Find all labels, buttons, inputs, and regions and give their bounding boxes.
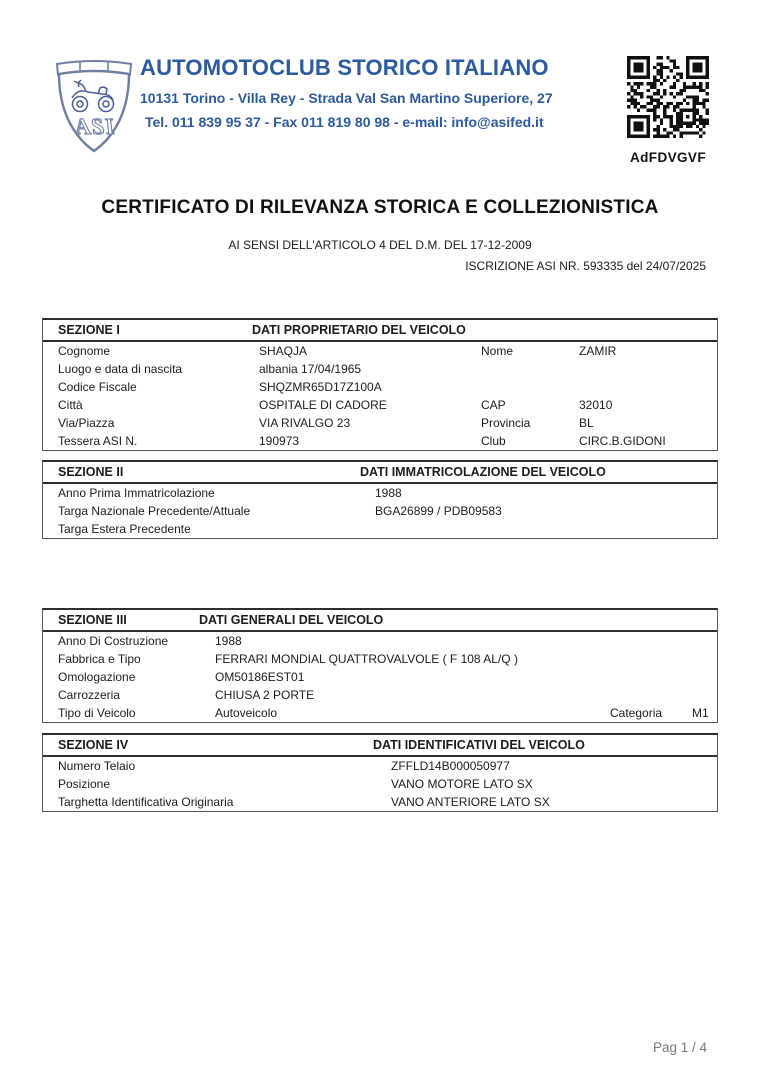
table-row (43, 632, 717, 650)
qr-code-label: AdFDVGVF (630, 150, 706, 165)
field-label: Città (58, 398, 83, 412)
section-label: SEZIONE III (58, 613, 127, 627)
field-value: FERRARI MONDIAL QUATTROVALVOLE ( F 108 AL/Q ) (215, 652, 518, 666)
field-label: Via/Piazza (58, 416, 115, 430)
field-value: M1 (692, 706, 709, 720)
field-label: CAP (481, 398, 506, 412)
table-row (43, 686, 717, 704)
table-row (43, 342, 717, 360)
document-title: CERTIFICATO DI RILEVANZA STORICA E COLLEZIONISTICA (101, 197, 659, 218)
letterhead-org-block (140, 55, 610, 130)
field-value: BL (579, 416, 594, 430)
field-value: SHAQJA (259, 344, 308, 358)
field-value: ZAMIR (579, 344, 617, 358)
section-title: DATI IDENTIFICATIVI DEL VEICOLO (373, 738, 585, 752)
field-label: Targa Estera Precedente (58, 522, 191, 536)
field-label: Targhetta Identificativa Originaria (58, 795, 234, 809)
field-label: Codice Fiscale (58, 380, 137, 394)
field-value: OSPITALE DI CADORE (259, 398, 387, 412)
field-value: OM50186EST01 (215, 670, 305, 684)
field-label: Numero Telaio (58, 759, 136, 773)
field-label: Tessera ASI N. (58, 434, 138, 448)
field-label: Tipo di Veicolo (58, 706, 136, 720)
table-row (43, 520, 717, 538)
table-row (43, 757, 717, 775)
section-title: DATI IMMATRICOLAZIONE DEL VEICOLO (360, 465, 606, 479)
org-address: 10131 Torino - Villa Rey - Strada Val San Martino Superiore, 27 (140, 90, 553, 106)
table-row (43, 704, 717, 722)
section-i-table (42, 318, 718, 451)
field-value: SHQZMR65D17Z100A (259, 380, 382, 394)
field-label: Anno Di Costruzione (58, 634, 169, 648)
field-value: VANO ANTERIORE LATO SX (391, 795, 550, 809)
table-row (43, 650, 717, 668)
field-label: Categoria (610, 706, 663, 720)
field-label: Carrozzeria (58, 688, 121, 702)
document-subtitle: AI SENSI DELL'ARTICOLO 4 DEL D.M. DEL 17-12-2009 (228, 238, 532, 252)
section-header-row (43, 462, 717, 484)
field-value: CIRC.B.GIDONI (579, 434, 666, 448)
section-label: SEZIONE I (58, 323, 120, 337)
field-label: Nome (481, 344, 514, 358)
table-row (43, 378, 717, 396)
section-title: DATI GENERALI DEL VEICOLO (199, 613, 384, 627)
table-row (43, 484, 717, 502)
table-row (43, 775, 717, 793)
field-label: Luogo e data di nascita (58, 362, 183, 376)
section-ii-table (42, 460, 718, 539)
field-label: Fabbrica e Tipo (58, 652, 141, 666)
field-value: ZFFLD14B000050977 (391, 759, 510, 773)
table-row (43, 432, 717, 450)
table-row (43, 502, 717, 520)
field-value: 1988 (375, 486, 402, 500)
section-title: DATI PROPRIETARIO DEL VEICOLO (252, 323, 466, 337)
table-row (43, 396, 717, 414)
section-label: SEZIONE II (58, 465, 124, 479)
field-label: Omologazione (58, 670, 136, 684)
qr-block (627, 56, 709, 165)
page-number: Pag 1 / 4 (652, 1040, 707, 1055)
org-name: AUTOMOTOCLUB STORICO ITALIANO (140, 55, 549, 80)
registration-line: ISCRIZIONE ASI NR. 593335 del 24/07/2025 (465, 259, 706, 273)
field-value: 1988 (215, 634, 242, 648)
field-value: 32010 (579, 398, 613, 412)
org-contact: Tel. 011 839 95 37 - Fax 011 819 80 98 - e-mail: info@asifed.it (145, 114, 544, 130)
table-row (43, 793, 717, 811)
asi-monogram-text: ASI (71, 114, 119, 140)
field-value: albania 17/04/1965 (259, 362, 362, 376)
field-label: Club (481, 434, 506, 448)
field-label: Cognome (58, 344, 111, 358)
section-label: SEZIONE IV (58, 738, 129, 752)
field-label: Provincia (481, 416, 531, 430)
field-value: CHIUSA 2 PORTE (215, 688, 315, 702)
field-value: VIA RIVALGO 23 (259, 416, 351, 430)
field-label: Targa Nazionale Precedente/Attuale (58, 504, 251, 518)
field-value: VANO MOTORE LATO SX (391, 777, 533, 791)
table-row (43, 668, 717, 686)
asi-shield-logo-icon (50, 54, 138, 156)
table-row (43, 414, 717, 432)
section-header-row (43, 610, 717, 632)
field-label: Posizione (58, 777, 111, 791)
field-label: Anno Prima Immatricolazione (58, 486, 215, 500)
field-value: BGA26899 / PDB09583 (375, 504, 502, 518)
table-row (43, 360, 717, 378)
field-value: 190973 (259, 434, 300, 448)
section-header-row (43, 320, 717, 342)
field-value: Autoveicolo (215, 706, 278, 720)
section-header-row (43, 735, 717, 757)
section-iii-table (42, 608, 718, 723)
qr-code-icon (627, 56, 709, 138)
section-iv-table (42, 733, 718, 812)
